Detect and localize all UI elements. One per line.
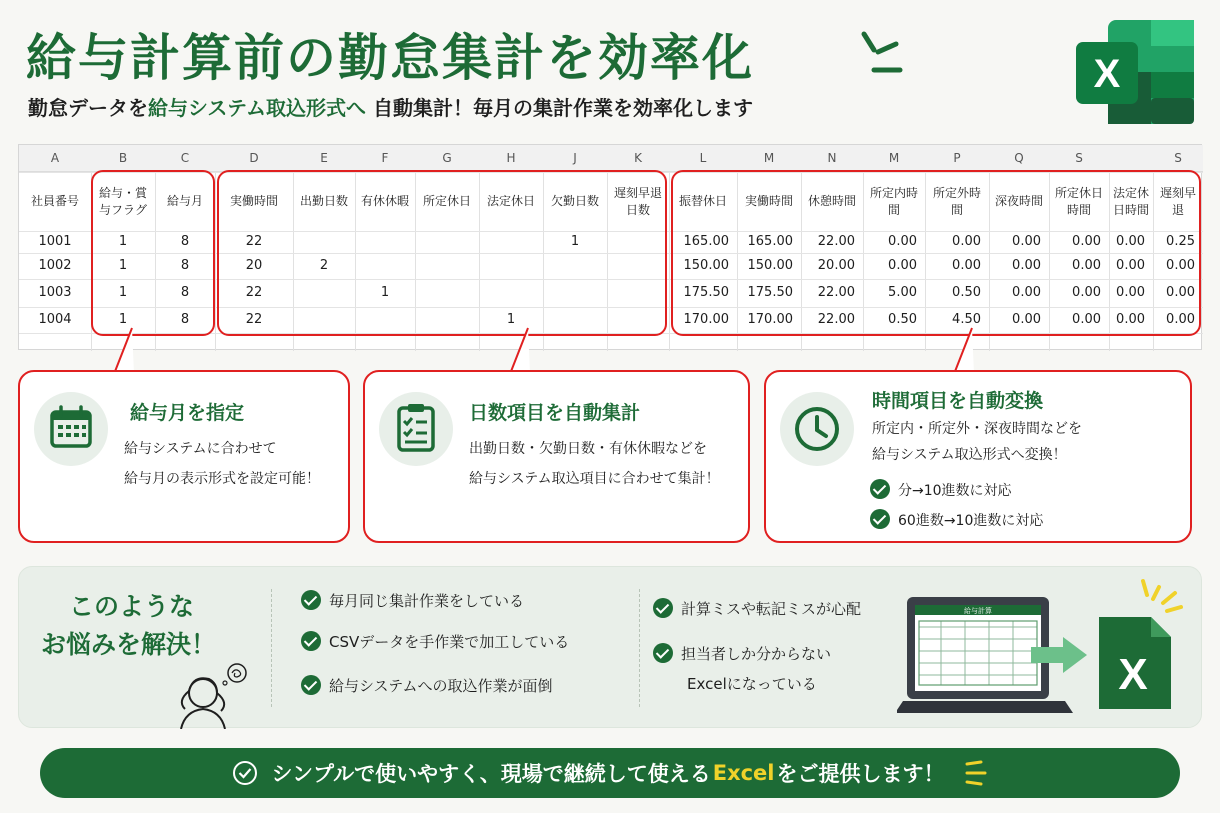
data-cell[interactable]: 0.25: [1166, 233, 1195, 249]
header-cell[interactable]: 所定休日時間: [1054, 185, 1103, 217]
excel-file-icon: [1095, 577, 1195, 713]
column-letter[interactable]: [1109, 145, 1153, 172]
check-icon: [301, 631, 321, 651]
worried-person-icon: [163, 661, 255, 729]
callout-line: 給与月の表示形式を設定可能！: [124, 471, 320, 487]
column-letter[interactable]: S: [1049, 145, 1109, 172]
data-cell[interactable]: 1002: [38, 257, 72, 273]
clock-icon: [780, 392, 854, 466]
data-cell[interactable]: 1004: [38, 311, 72, 327]
problem-section: [18, 566, 1202, 728]
column-letter[interactable]: H: [479, 145, 543, 172]
data-cell[interactable]: 0.00: [952, 233, 981, 249]
data-cell[interactable]: 0.00: [1012, 257, 1041, 273]
data-cell[interactable]: 170.00: [683, 311, 729, 327]
problem-title-line1: このような: [69, 592, 195, 621]
header-cell[interactable]: 所定休日: [422, 194, 471, 209]
arrow-right-icon: [1029, 635, 1089, 675]
data-cell[interactable]: 8: [180, 257, 190, 273]
callout-line: 給与システムに合わせて: [124, 441, 277, 457]
problem-item: [653, 640, 831, 668]
callout-payroll-month: [18, 370, 350, 543]
data-cell[interactable]: 4.50: [952, 311, 981, 327]
data-cell[interactable]: 165.00: [683, 233, 729, 249]
header-cell[interactable]: 社員番号: [30, 194, 79, 209]
callout-time-items: [764, 370, 1192, 543]
data-cell[interactable]: 0.00: [1072, 233, 1101, 249]
column-letter[interactable]: G: [415, 145, 479, 172]
data-cell[interactable]: 0.00: [1116, 257, 1145, 273]
callout-day-items: [363, 370, 750, 543]
data-cell[interactable]: 1001: [38, 233, 72, 249]
data-cell[interactable]: 165.00: [747, 233, 793, 249]
data-cell[interactable]: 22: [245, 233, 263, 249]
highlight-box-1: [91, 170, 215, 336]
data-cell[interactable]: 0.00: [888, 257, 917, 273]
column-letter[interactable]: S: [1153, 145, 1203, 172]
problem-item: [301, 672, 553, 700]
subtitle-highlight: 給与システム取込形式へ: [148, 96, 366, 120]
column-letter[interactable]: C: [155, 145, 215, 172]
data-cell[interactable]: 175.50: [747, 284, 793, 300]
callout-title: 給与月を指定: [130, 402, 245, 424]
calendar-icon-bg: [34, 392, 108, 466]
header-cell[interactable]: 深夜時間: [994, 194, 1043, 209]
laptop-screen-title: 給与計算: [964, 607, 992, 615]
excel-logo-icon: [1076, 20, 1194, 124]
callout-line: 所定内・所定外・深夜時間などを: [872, 421, 1082, 437]
check-icon: [301, 675, 321, 695]
problem-text: 計算ミスや転記ミスが心配: [681, 600, 862, 618]
spreadsheet: [18, 144, 1202, 350]
check-icon: [653, 643, 673, 663]
data-cell[interactable]: 150.00: [747, 257, 793, 273]
column-letter[interactable]: M: [737, 145, 801, 172]
header-cell[interactable]: 所定内時間: [869, 185, 918, 217]
column-letter[interactable]: Q: [989, 145, 1049, 172]
page-title: 給与計算前の勤怠集計を効率化: [26, 29, 754, 87]
data-cell[interactable]: 1: [118, 257, 128, 273]
data-cell[interactable]: 175.50: [683, 284, 729, 300]
column-letter[interactable]: A: [19, 145, 91, 172]
subtitle-pre: 勤怠データを: [28, 96, 148, 120]
clipboard-icon-bg: [379, 392, 453, 466]
data-cell[interactable]: 1: [118, 233, 128, 249]
problem-item: [301, 628, 569, 656]
data-cell[interactable]: 1: [380, 284, 390, 300]
problem-text: 給与システムへの取込作業が面倒: [329, 677, 553, 695]
data-cell[interactable]: 20.00: [817, 257, 855, 273]
check-icon: [870, 509, 890, 529]
check-circle-icon: [232, 760, 258, 786]
data-cell[interactable]: 0.00: [1116, 311, 1145, 327]
divider: [271, 589, 272, 707]
callout-line: 給与システム取込項目に合わせて集計！: [469, 471, 720, 487]
banner-highlight: Excel: [712, 761, 775, 785]
column-letter[interactable]: B: [91, 145, 155, 172]
header-cell[interactable]: 遅刻早退: [1159, 185, 1196, 217]
column-letter[interactable]: P: [925, 145, 989, 172]
data-cell[interactable]: 22: [245, 284, 263, 300]
data-cell[interactable]: 0.00: [1012, 233, 1041, 249]
check-icon: [870, 479, 890, 499]
check-icon: [301, 590, 321, 610]
accent-lines-icon: [858, 30, 906, 78]
check-item: [870, 506, 1043, 536]
data-cell[interactable]: 8: [180, 284, 190, 300]
header-cell[interactable]: 有休休暇: [360, 194, 409, 209]
header-cell[interactable]: 実働時間: [744, 194, 793, 209]
data-cell[interactable]: 0.50: [888, 311, 917, 327]
header-cell[interactable]: 法定休日時間: [1112, 185, 1149, 217]
problem-item: [301, 587, 524, 615]
data-cell[interactable]: 1: [118, 284, 128, 300]
data-cell[interactable]: 22: [245, 311, 263, 327]
column-letter[interactable]: J: [543, 145, 607, 172]
highlight-box-3: [671, 170, 1201, 336]
callout-line: 出勤日数・欠勤日数・有休休暇などを: [469, 441, 707, 457]
column-letter[interactable]: N: [801, 145, 863, 172]
header-cell[interactable]: 出勤日数: [299, 194, 348, 209]
column-letter[interactable]: K: [607, 145, 669, 172]
page-subtitle: [28, 92, 753, 121]
data-cell[interactable]: 170.00: [747, 311, 793, 327]
header-cell[interactable]: 欠勤日数: [550, 194, 599, 209]
data-cell[interactable]: 0.00: [1012, 284, 1041, 300]
problem-text: 担当者しか分からない: [681, 645, 832, 663]
divider: [639, 589, 640, 707]
column-letter[interactable]: D: [215, 145, 293, 172]
excel-file-letter: X: [1118, 650, 1148, 699]
calendar-icon: [34, 392, 108, 466]
data-cell[interactable]: 150.00: [683, 257, 729, 273]
column-letter[interactable]: L: [669, 145, 737, 172]
problem-item: [653, 595, 861, 623]
data-cell[interactable]: 22.00: [817, 311, 855, 327]
sparkle-lines-icon: [963, 760, 989, 786]
data-cell[interactable]: 20: [245, 257, 263, 273]
highlight-box-2: [217, 170, 667, 336]
problem-text: 毎月同じ集計作業をしている: [329, 592, 525, 610]
header-cell[interactable]: 給与・賞与フラグ: [98, 185, 147, 217]
header-cell[interactable]: 実働時間: [229, 194, 278, 209]
data-cell[interactable]: 1: [570, 233, 580, 249]
subtitle-post: 自動集計！毎月の集計作業を効率化します: [372, 96, 753, 120]
column-letter[interactable]: F: [355, 145, 415, 172]
check-icon: [653, 598, 673, 618]
callout-line: 給与システム取込形式へ変換！: [872, 447, 1067, 463]
data-cell[interactable]: 1003: [38, 284, 72, 300]
check-item: [870, 476, 1012, 506]
data-cell[interactable]: 0.50: [952, 284, 981, 300]
problem-title-line2: お悩みを解決！: [41, 630, 217, 659]
banner-text-post: をご提供します！: [776, 762, 945, 786]
clipboard-icon: [379, 392, 453, 466]
header-cell[interactable]: 所定外時間: [932, 185, 981, 217]
data-cell[interactable]: 0.00: [1012, 311, 1041, 327]
banner-text: シンプルで使いやすく、現場で継続して使える: [271, 762, 711, 786]
data-cell[interactable]: 8: [180, 233, 190, 249]
data-cell[interactable]: 0.00: [1166, 311, 1195, 327]
header-cell[interactable]: 振替休日: [678, 194, 727, 209]
header-cell[interactable]: 法定休日: [486, 194, 535, 209]
callout-title: 時間項目を自動変換: [872, 390, 1044, 412]
excel-logo-letter: X: [1093, 52, 1121, 96]
data-cell[interactable]: 5.00: [888, 284, 917, 300]
callout-title: 日数項目を自動集計: [469, 402, 641, 424]
data-cell[interactable]: 0.00: [888, 233, 917, 249]
column-letter[interactable]: E: [293, 145, 355, 172]
data-cell[interactable]: 0.00: [1072, 311, 1101, 327]
problem-text: CSVデータを手作業で加工している: [329, 633, 570, 651]
data-cell[interactable]: 22.00: [817, 233, 855, 249]
data-cell[interactable]: 0.00: [952, 257, 981, 273]
data-cell[interactable]: 8: [180, 311, 190, 327]
data-cell[interactable]: 0.00: [1072, 257, 1101, 273]
data-cell[interactable]: 1: [506, 311, 516, 327]
header-cell[interactable]: 休憩時間: [807, 194, 856, 209]
problem-text-cont: Excelになっている: [687, 675, 817, 693]
column-letter[interactable]: M: [863, 145, 925, 172]
data-cell[interactable]: 0.00: [1116, 284, 1145, 300]
header-cell[interactable]: 給与月: [166, 194, 203, 209]
data-cell[interactable]: 0.00: [1166, 257, 1195, 273]
check-text: 60進数→10進数に対応: [898, 513, 1044, 529]
data-cell[interactable]: 0.00: [1072, 284, 1101, 300]
data-cell[interactable]: 0.00: [1166, 284, 1195, 300]
data-cell[interactable]: 22.00: [817, 284, 855, 300]
data-cell[interactable]: 0.00: [1116, 233, 1145, 249]
check-text: 分→10進数に対応: [898, 483, 1012, 499]
data-cell[interactable]: 2: [319, 257, 329, 273]
data-cell[interactable]: 1: [118, 311, 128, 327]
header-cell[interactable]: 遅刻早退日数: [613, 185, 662, 217]
clock-icon-bg: [780, 392, 854, 466]
cta-banner: [40, 748, 1180, 798]
